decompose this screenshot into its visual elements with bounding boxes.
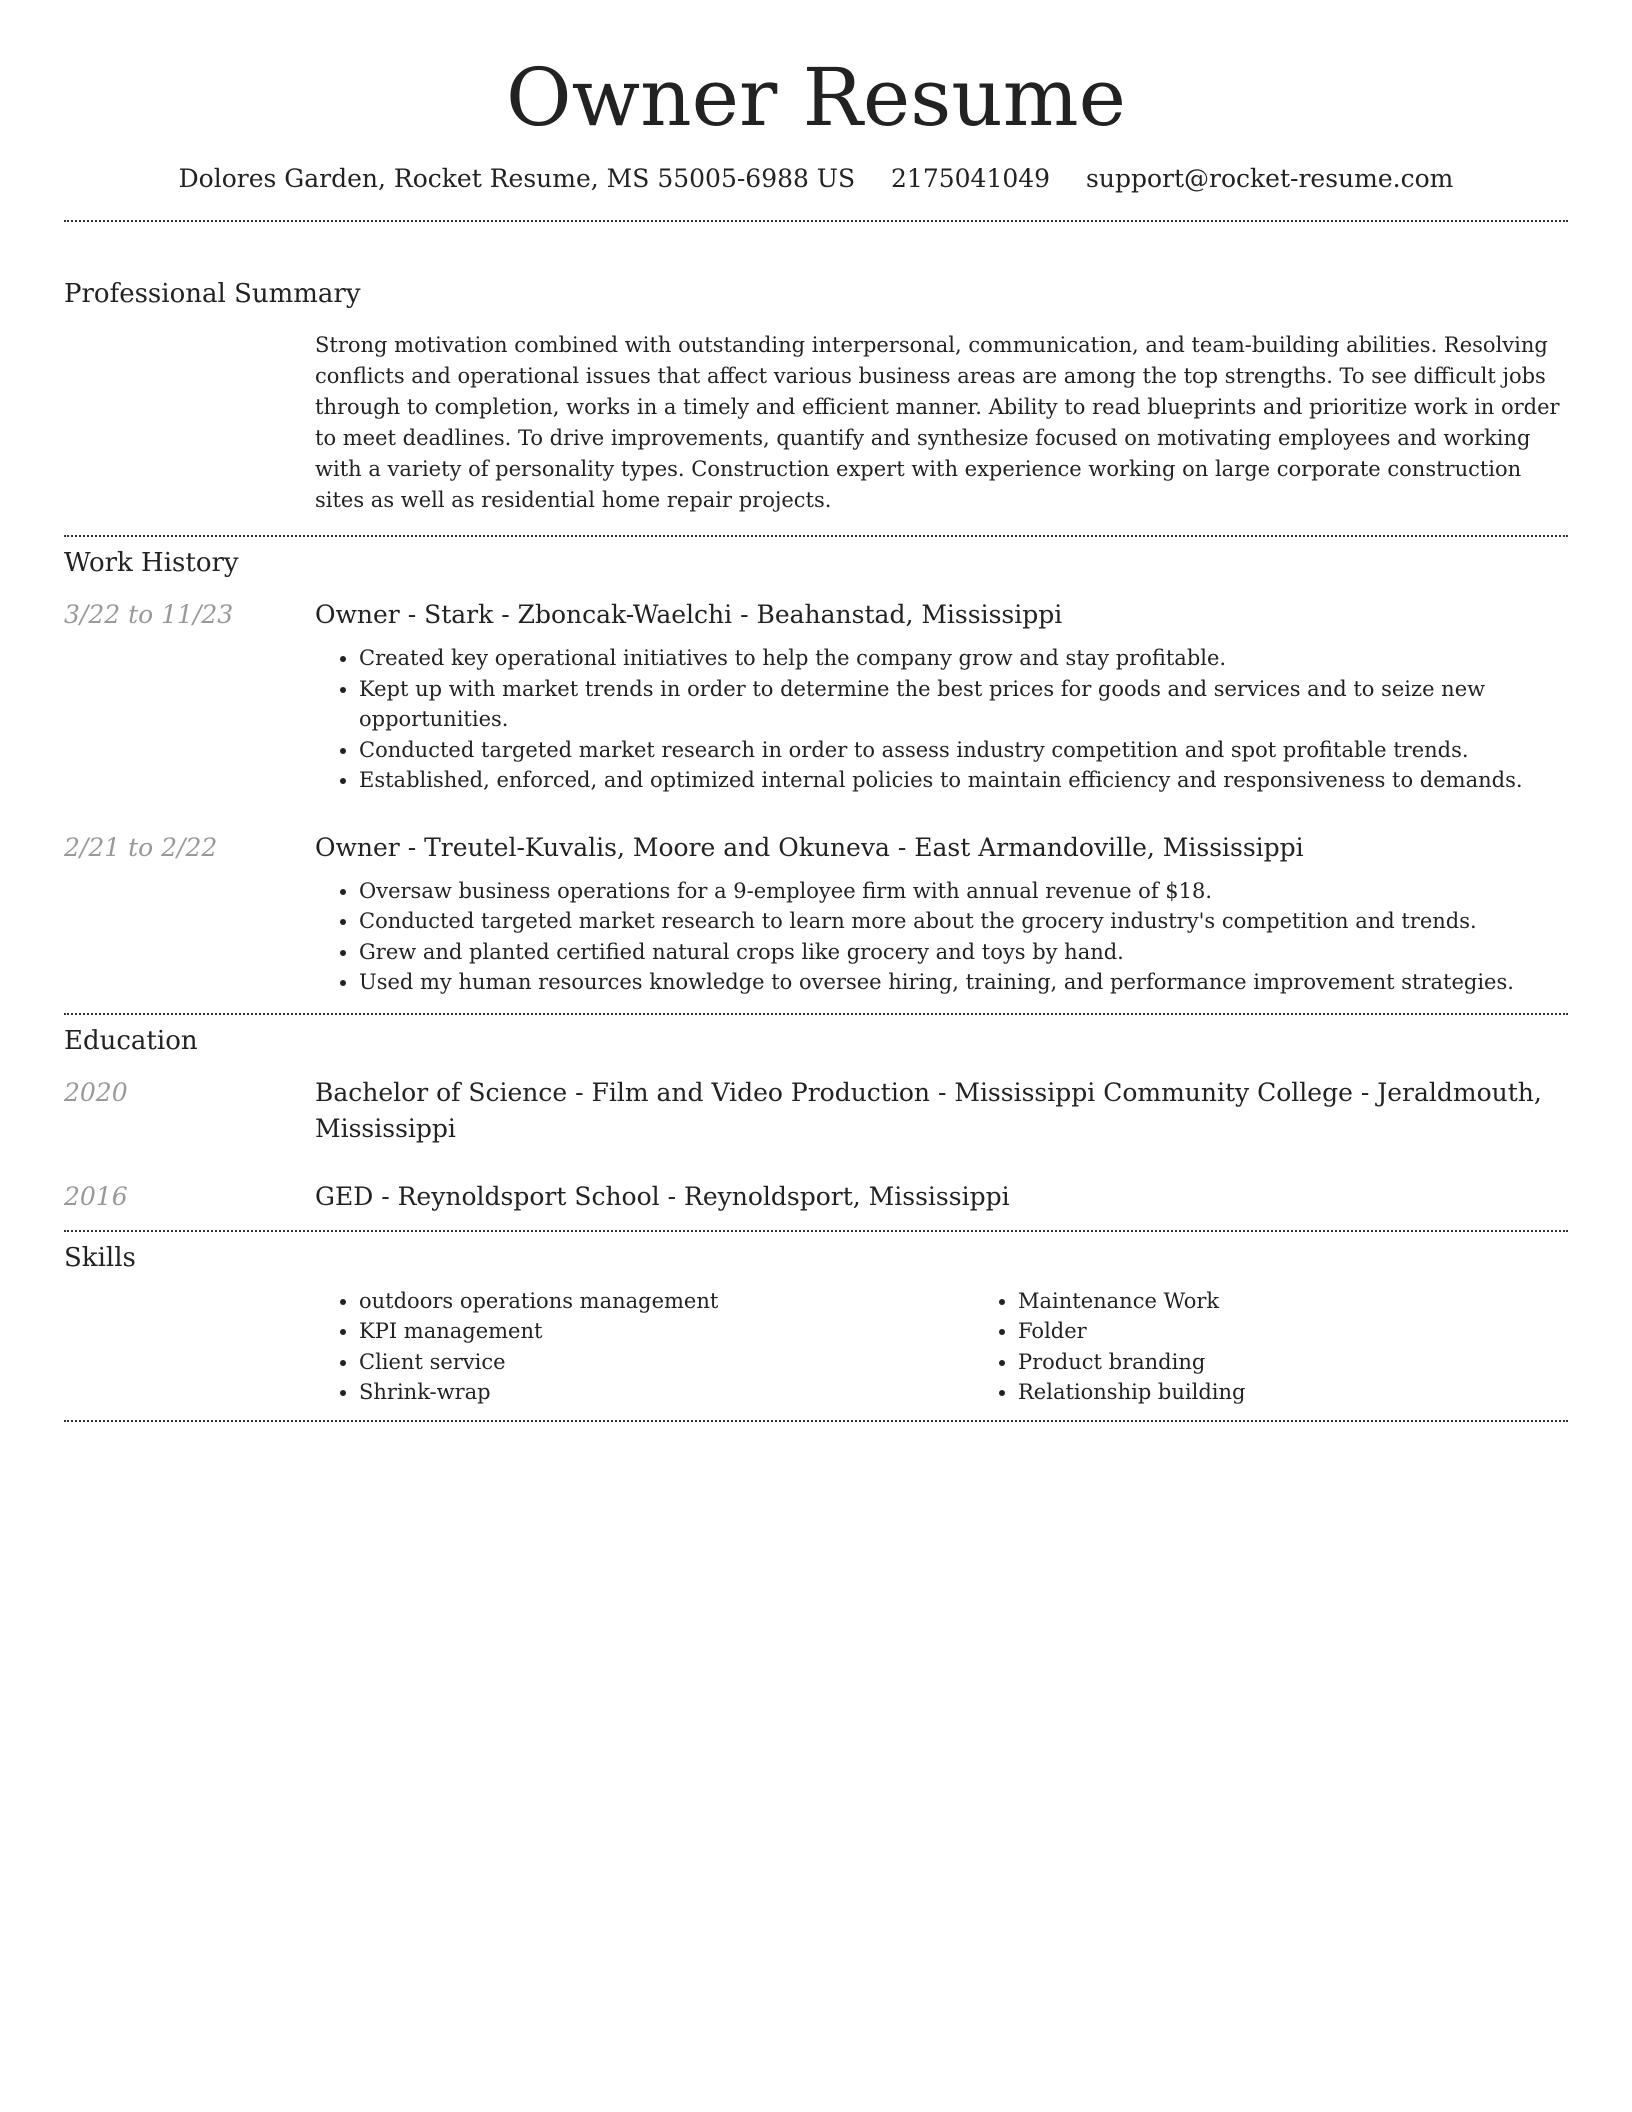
summary-body	[315, 330, 1568, 516]
list-item: • Conducted targeted market research in order to assess industry competition and spot profitable trends.	[359, 735, 1568, 766]
list-item: • outdoors operations management	[359, 1286, 974, 1317]
education-details	[315, 1075, 1568, 1147]
summary-section	[64, 279, 1568, 516]
job-details	[315, 597, 1568, 796]
job-dates: 2/21 to 2/22	[64, 832, 218, 862]
education-details	[315, 1179, 1568, 1215]
section-divider	[64, 1013, 1568, 1015]
section-divider	[64, 220, 1568, 222]
section-divider	[64, 1230, 1568, 1232]
skills-left-spacer	[64, 1286, 315, 1408]
list-item: • Relationship building	[1018, 1377, 1632, 1408]
list-item: • Conducted targeted market research to learn more about the grocery industry's competition and trends.	[359, 906, 1568, 937]
contact-email: support@rocket-resume.com	[1086, 164, 1454, 193]
list-item: • Grew and planted certified natural crops like grocery and toys by hand.	[359, 937, 1568, 968]
skills-section	[64, 1243, 1568, 1408]
job-bullets	[315, 876, 1568, 998]
job-heading: Owner - Stark - Zboncak-Waelchi - Beahanstad, Mississippi	[315, 600, 1063, 629]
education-year: 2016	[64, 1181, 128, 1211]
education-text: GED - Reynoldsport School - Reynoldsport, Mississippi	[315, 1181, 1010, 1211]
job-entry	[64, 597, 1568, 796]
section-divider	[64, 535, 1568, 537]
work-history-section	[64, 548, 1568, 998]
job-dates: 3/22 to 11/23	[64, 600, 234, 629]
list-item: • Folder	[1018, 1316, 1632, 1347]
list-item: • KPI management	[359, 1316, 974, 1347]
resume-header	[64, 0, 1568, 193]
job-heading: Owner - Treutel-Kuvalis, Moore and Okuneva - East Armandoville, Mississippi	[315, 832, 1304, 862]
contact-phone: 2175041049	[891, 164, 1051, 193]
education-text: Bachelor of Science - Film and Video Production - Mississippi Community College - Jeraldmouth, Mississippi	[315, 1077, 1542, 1143]
summary-left-spacer	[64, 330, 315, 516]
skills-heading: Skills	[64, 1242, 136, 1273]
education-section	[64, 1026, 1568, 1215]
list-item: • Product branding	[1018, 1347, 1632, 1378]
list-item: • Created key operational initiatives to help the company grow and stay profitable.	[359, 643, 1568, 674]
skills-list-left	[315, 1286, 974, 1408]
list-item: • Used my human resources knowledge to oversee hiring, training, and performance improvement strategies.	[359, 967, 1568, 998]
education-entry	[64, 1179, 1568, 1215]
list-item: • Client service	[359, 1347, 974, 1378]
resume-title: Owner Resume	[506, 51, 1126, 144]
skills-grid	[315, 1286, 1632, 1408]
section-divider	[64, 1420, 1568, 1422]
list-item: • Shrink-wrap	[359, 1377, 974, 1408]
work-history-heading: Work History	[64, 548, 239, 578]
contact-line	[64, 164, 1568, 193]
job-entry	[64, 830, 1568, 998]
skills-list-right	[974, 1286, 1632, 1408]
summary-text: Strong motivation combined with outstanding interpersonal, communication, and team-building abilities. Resolving conflicts and operational issues that affect various business areas are among the top strengths. To see difficult jobs through to completion, works in a timely and efficient manner. Ability to read blueprints and prioritize work in order to meet deadlines. To drive improvements, quantify and synthesize focused on motivating employees and working with a variety of personality types. Construction expert with experience working on large corporate construction sites as well as residential home repair projects.	[315, 333, 1560, 512]
list-item: • Oversaw business operations for a 9-employee firm with annual revenue of $18.	[359, 876, 1568, 907]
summary-heading: Professional Summary	[64, 279, 361, 309]
education-heading: Education	[64, 1025, 198, 1056]
contact-address: Dolores Garden, Rocket Resume, MS 55005-6988 US	[178, 164, 856, 193]
list-item: • Maintenance Work	[1018, 1286, 1632, 1317]
summary-row	[64, 330, 1568, 516]
education-year: 2020	[64, 1077, 128, 1107]
skills-row	[64, 1286, 1568, 1408]
job-bullets	[315, 643, 1568, 796]
education-entry	[64, 1075, 1568, 1147]
list-item: • Established, enforced, and optimized internal policies to maintain efficiency and responsiveness to demands.	[359, 765, 1568, 796]
list-item: • Kept up with market trends in order to determine the best prices for goods and services and to seize new opportunities.	[359, 674, 1568, 735]
job-details	[315, 830, 1568, 998]
